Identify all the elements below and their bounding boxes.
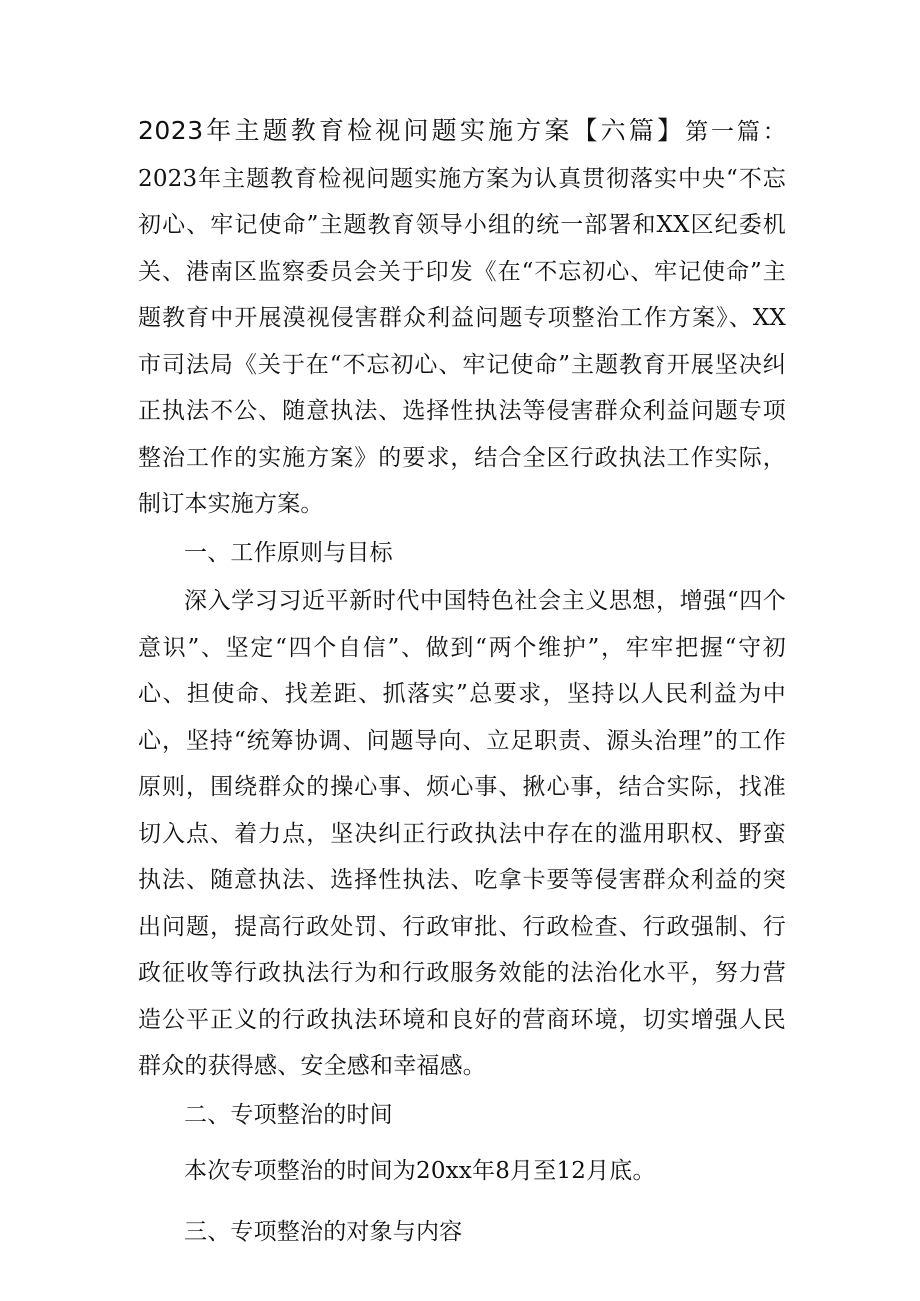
document-body — [138, 108, 786, 1255]
section-1-paragraph: 深入学习习近平新时代中国特色社会主义思想，增强“四个意识”、坚定“四个自信”、做到“两个维护”，牢牢把握“守初心、担使命、找差距、抓落实”总要求，坚持以人民利益为中心，坚持“统筹协调、问题导向、立足职责、源头治理”的工作原则，围绕群众的操心事、烦心事、揪心事，结合实际，找准切入点、着力点，坚决纠正行政执法中存在的滥用职权、野蛮执法、随意执法、选择性执法、吃拿卡要等侵害群众利益的突出问题，提高行政处罚、行政审批、行政检查、行政强制、行政征收等行政执法行为和行政服务效能的法治化水平，努力营造公平正义的行政执法环境和良好的营商环境，切实增强人民群众的获得感、安全感和幸福感。 — [138, 588, 786, 1079]
intro-text: 第一篇：2023年主题教育检视问题实施方案为认真贯彻落实中央“不忘初心、牢记使命”主题教育领导小组的统一部署和XX区纪委机关、港南区监察委员会关于印发《在“不忘初心、牢记使命”主题教育中开展漠视侵害群众利益问题专项整治工作方案》、XX市司法局《关于在“不忘初心、牢记使命”主题教育开展坚决纠正执法不公、随意执法、选择性执法等侵害群众利益问题专项整治工作的实施方案》的要求，结合全区行政执法工作实际，制订本实施方案。 — [138, 119, 786, 517]
section-heading-1: 一、工作原则与目标 — [184, 539, 393, 566]
opening-paragraph — [138, 108, 786, 528]
section-2-paragraph: 本次专项整治的时间为20xx年8月至12月底。 — [184, 1158, 656, 1184]
document-title: 2023年主题教育检视问题实施方案【六篇】 — [138, 116, 686, 145]
section-heading-3: 三、专项整治的对象与内容 — [184, 1218, 463, 1245]
section-heading-2: 二、专项整治的时间 — [184, 1101, 393, 1128]
